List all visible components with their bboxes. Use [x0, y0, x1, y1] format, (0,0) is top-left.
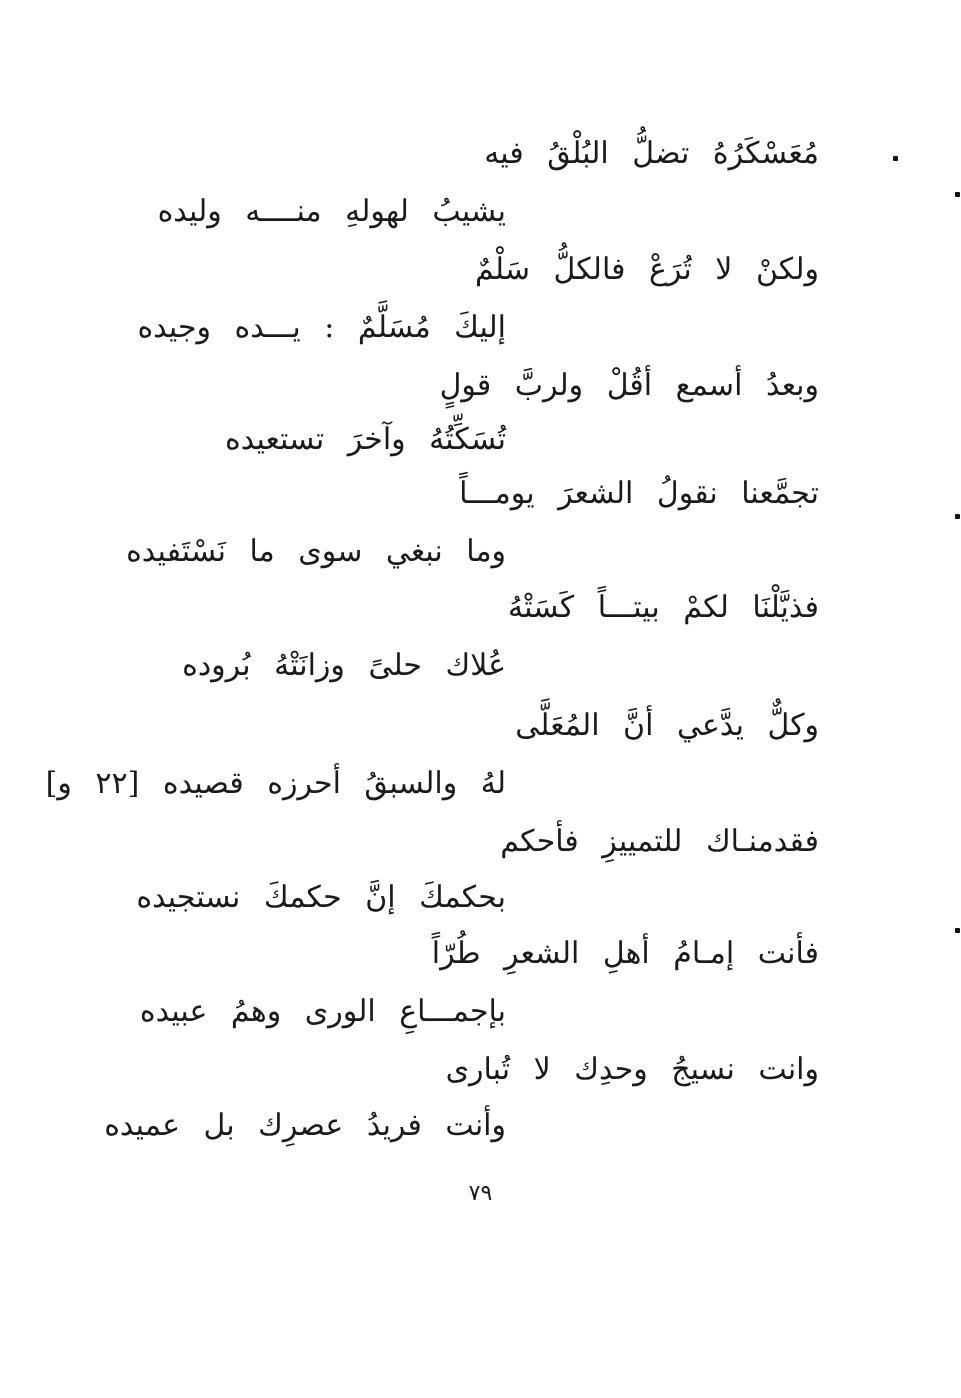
verse-line: تجمَّعنا نقولُ الشعرَ يومـــاً: [459, 476, 819, 511]
verse-line: وما نبغي سوى ما نَسْتَفيده: [126, 534, 506, 569]
margin-dot: [955, 192, 960, 197]
verse-line: لهُ والسبقُ أحرزه قصيده [٢٢ و]: [45, 766, 506, 801]
margin-dot: [955, 514, 960, 519]
verse-line: مُعَسْكَرُهُ تضلُّ البُلْقُ فيه: [484, 136, 819, 171]
verse-line: بحكمكَ إنَّ حكمكَ نستجيده: [136, 880, 506, 915]
margin-dot: [955, 928, 960, 933]
verse-line: يشيبُ لهولهِ منــــه وليده: [157, 194, 506, 229]
page-number: ٧٩: [468, 1181, 493, 1206]
verse-line: وكلٌّ يدَّعي أنَّ المُعَلَّى: [515, 708, 819, 743]
verse-line: فقدمنـاك للتمييزِ فأحكم: [500, 824, 819, 859]
verse-line: تُسَكِّتُهُ وآخرَ تستعيده: [225, 422, 506, 457]
verse-line: ولكنْ لا تُرَعْ فالكلُّ سَلْمٌ: [474, 252, 819, 287]
verse-line: بإجمـــاعِ الورى وهمُ عبيده: [139, 994, 506, 1029]
verse-line: فذيَّلْنَا لكمْ بيتـــاً كَسَتْهُ: [508, 590, 819, 625]
verse-line: فأنت إمـامُ أهلِ الشعرِ طُرّاً: [431, 936, 819, 971]
verse-line: إليكَ مُسَلَّمٌ : يـــده وجيده: [137, 310, 506, 345]
verse-line: وبعدُ أسمع أقُلْ ولربَّ قولٍ: [439, 368, 819, 403]
verse-line: عُلاك حلىً وزانَتْهُ بُروده: [182, 648, 506, 683]
margin-dot: [893, 156, 898, 161]
verse-line: وانت نسيجُ وحدِك لا تُبارى: [445, 1052, 819, 1087]
verse-line: وأنت فريدُ عصرِك بل عميده: [104, 1108, 506, 1143]
